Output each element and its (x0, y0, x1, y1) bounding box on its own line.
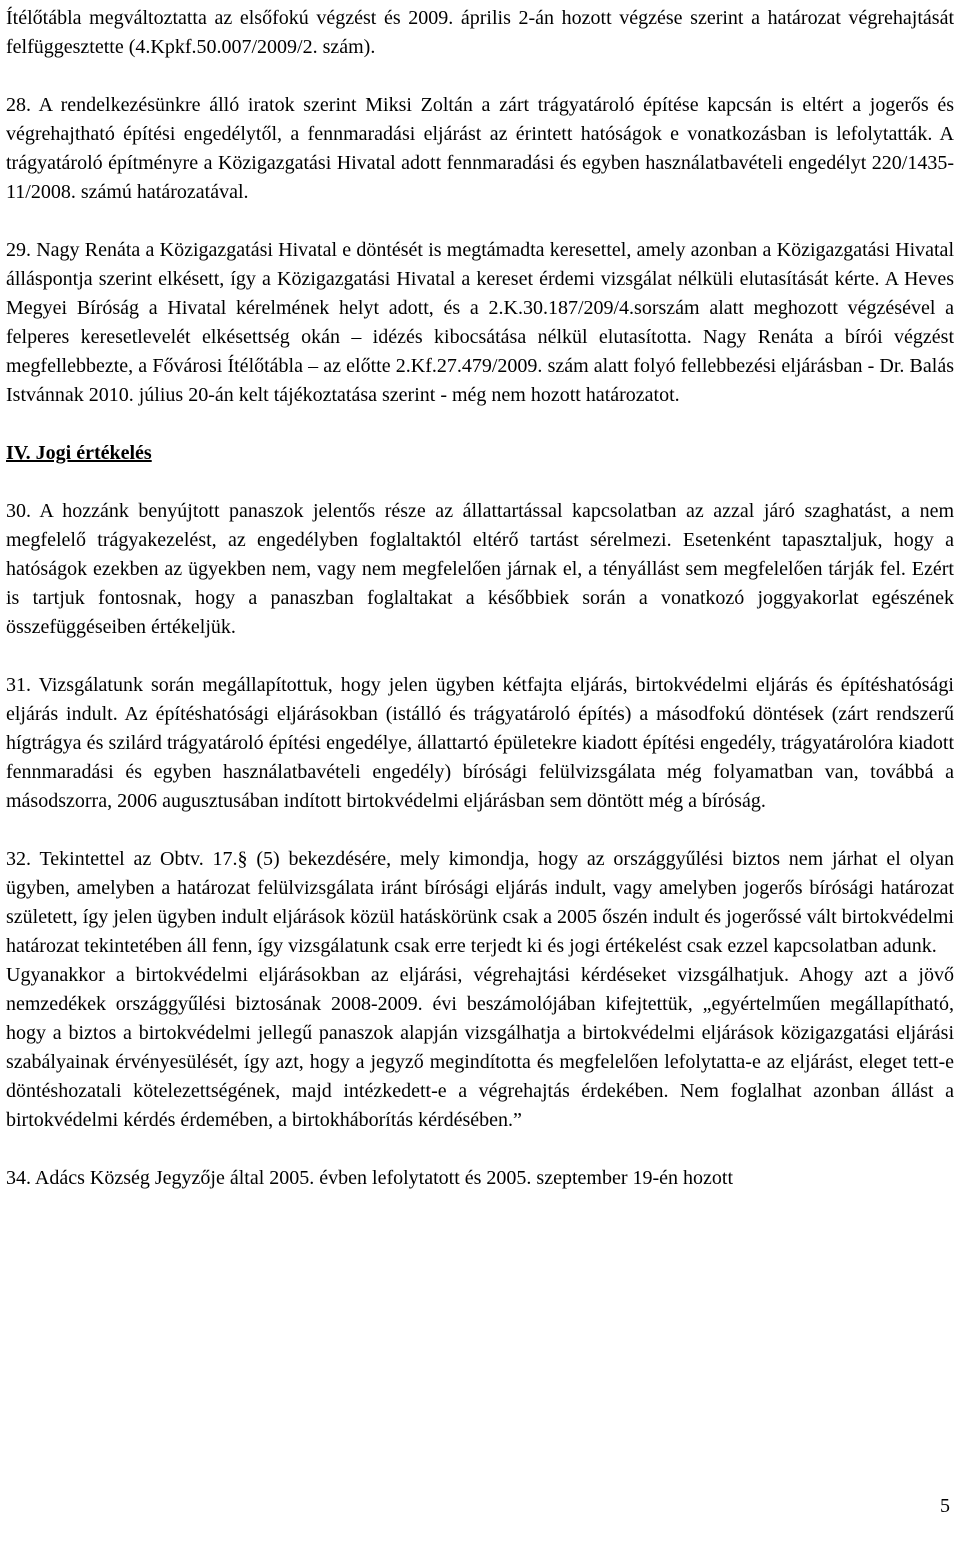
page-number: 5 (940, 1495, 950, 1517)
paragraph-30: 30. A hozzánk benyújtott panaszok jelentős része az állattartással kapcsolatban az azzal járó szaghatást, a nem megfelelő trágyakezelést, az engedélyben foglaltaktól eltérő tartást sérelmezi. Esetenként tapasztaljuk, hogy a hatóságok ezekben az ügyekben nem, vagy nem megfelelően járnak el, a tényállást sem megfelelően tárják fel. Ezért is tartjuk fontosnak, hogy a panaszban foglaltakat a későbbiek során a vonatkozó joggyakorlat egészének összefüggéseiben értékeljük. (6, 500, 954, 638)
paragraph-28: 28. A rendelkezésünkre álló iratok szerint Miksi Zoltán a zárt trágyatároló építése kapcsán is eltért a jogerős és végrehajtható építési engedélytől, a fennmaradási eljárást az érintett hatóságok e vonatkozásban is lefolytatták. A trágyatároló építményre a Közigazgatási Hivatal adott fennmaradási és egyben használatbavételi engedélyt 220/1435-11/2008. számú határozatával. (6, 94, 954, 203)
paragraph-34: 34. Adács Község Jegyzője által 2005. évben lefolytatott és 2005. szeptember 19-én hozott (6, 1167, 734, 1189)
paragraph-29: 29. Nagy Renáta a Közigazgatási Hivatal e döntését is megtámadta keresettel, amely azonban a Közigazgatási Hivatal álláspontja szerint elkésett, így a Közigazgatási Hivatal a kereset érdemi vizsgálat nélküli elutasítását kérte. A Heves Megyei Bíróság a Hivatal kérelmének helyt adott, és a 2.K.30.187/209/4.sorszám alatt meghozott végzésével a felperes keresetlevelét elkésettség okán – idézés kibocsátása nélkül elutasította. Nagy Renáta a bírói végzést megfellebbezte, a Fővárosi Ítélőtábla – az előtte 2.Kf.27.479/2009. szám alatt folyó fellebbezési eljárásban - Dr. Balás Istvánnak 2010. július 20-án kelt tájékoztatása szerint - még nem hozott határozatot. (6, 239, 954, 406)
paragraph-31: 31. Vizsgálatunk során megállapítottuk, hogy jelen ügyben kétfajta eljárás, birtokvédelmi eljárás és építéshatósági eljárás indult. Az építéshatósági eljárásokban (istálló és trágyatároló építés) a másodfokú döntések (zárt rendszerű hígtrágya és szilárd trágyatároló építési engedélye, állattartó épületekre kiadott építési engedély, trágyatárolóra kiadott fennmaradási és egyben használatbavételi engedély) bírósági felülvizsgálata még folyamatban van, továbbá a másodszorra, 2006 augusztusában indított birtokvédelmi eljárásban sem döntött még a bíróság. (6, 674, 954, 812)
paragraph-32: 32. Tekintettel az Obtv. 17.§ (5) bekezdésére, mely kimondja, hogy az országgyűlési biztos nem járhat el olyan ügyben, amelyben a határozat felülvizsgálata iránt bírósági eljárás indult, vagy amelyben jogerős bírósági határozat született, így jelen ügyben indult eljárások közül hatáskörünk csak a 2005 őszén indult és jogerőssé vált birtokvédelmi határozat tekintetében áll fenn, így vizsgálatunk csak erre terjedt ki és jogi értékelést csak ezzel kapcsolatban adunk. (6, 848, 954, 957)
document-page (6, 4, 954, 1193)
paragraph-continuation: Ítélőtábla megváltoztatta az elsőfokú végzést és 2009. április 2-án hozott végzése szerint a határozat végrehajtását felfüggesztette (4.Kpkf.50.007/2009/2. szám). (6, 7, 954, 58)
section-heading: IV. Jogi értékelés (6, 442, 152, 464)
paragraph-32-continued: Ugyanakkor a birtokvédelmi eljárásokban az eljárási, végrehajtási kérdéseket vizsgálhatjuk. Ahogy azt a jövő nemzedékek országgyűlési biztosának 2008-2009. évi beszámolójában kifejtettük, „egyértelműen megállapítható, hogy a biztos a birtokvédelmi jellegű panaszok alapján vizsgálhatja a birtokvédelmi eljárások közigazgatási eljárási szabályainak érvényesülését, így azt, hogy a jegyző megindította és megfelelően lefolytatta-e az eljárást, eleget tett-e döntéshozatali kötelezettségének, majd intézkedett-e a végrehajtás érdekében. Nem foglalhat azonban állást a birtokvédelmi kérdés érdemében, a birtokháborítás kérdésében.” (6, 964, 954, 1131)
